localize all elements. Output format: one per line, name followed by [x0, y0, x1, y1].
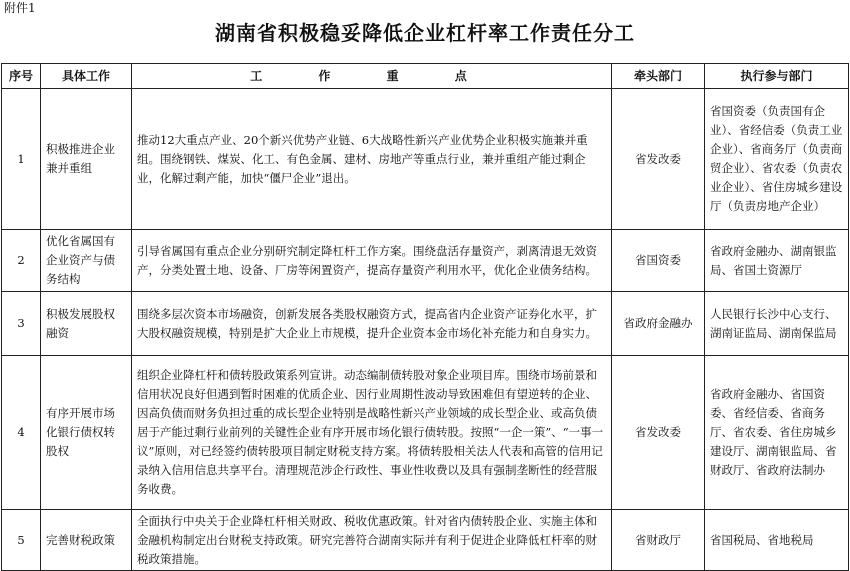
header-participants: 执行参与部门	[705, 64, 849, 89]
header-lead: 牵头部门	[612, 64, 705, 89]
row-focus: 引导省属国有重点企业分别研究制定降杠杆工作方案。围绕盘活存量资产，剥离清退无效资产，分类处置土地、设备、厂房等闲置资产，提高存量资产利用水平，优化企业债务结构。	[132, 230, 612, 292]
row-focus: 全面执行中央关于企业降杠杆相关财政、税收优惠政策。针对省内债转股企业、实施主体和金融机构制定出台财税支持政策。研究完善符合湖南实际并有利于促进企业降低杠杆率的财税政策措施。	[132, 510, 612, 571]
header-focus: 工 作 重 点	[132, 64, 612, 89]
row-index: 5	[2, 510, 41, 571]
header-index: 序号	[2, 64, 41, 89]
row-participants: 省政府金融办、省国资委、省经信委、省商务厅、省农委、省住房城乡建设厅、湖南银监局、省财政厅、省政府法制办	[705, 356, 849, 510]
row-task: 有序开展市场化银行债权转股权	[41, 356, 132, 510]
row-task: 完善财税政策	[41, 510, 132, 571]
row-index: 4	[2, 356, 41, 510]
responsibility-table	[1, 63, 849, 571]
row-focus: 围绕多层次资本市场融资，创新发展各类股权融资方式，提高省内企业资产证券化水平，扩大股权融资规模，特别是扩大企业上市规模，提升企业资本金市场化补充能力和自身实力。	[132, 292, 612, 356]
row-lead: 省财政厅	[612, 510, 705, 571]
row-participants: 省政府金融办、湖南银监局、省国土资源厅	[705, 230, 849, 292]
row-focus: 组织企业降杠杆和债转股政策系列宣讲。动态编制债转股对象企业项目库。围绕市场前景和信用状况良好但遇到暂时困难的优质企业、因行业周期性波动导致困难但有望逆转的企业、因高负债而财务负担过重的成长型企业特别是战略性新兴产业领域的成长型企业、或高负债居于产能过剩行业前列的关键性企业有序开展市场化银行债转股。按照“一企一策”、“一事一议”原则，对已经签约债转股项目制定财税支持方案。将债转股相关法人代表和高管的信用记录纳入信用信息共享平台。清理规范涉企行政性、事业性收费以及具有强制垄断性的经营服务收费。	[132, 356, 612, 510]
table-row	[2, 356, 849, 510]
row-participants: 人民银行长沙中心支行、湖南证监局、湖南保监局	[705, 292, 849, 356]
table-row	[2, 510, 849, 571]
row-index: 2	[2, 230, 41, 292]
row-task: 积极推进企业兼并重组	[41, 89, 132, 230]
table-row	[2, 230, 849, 292]
row-participants: 省国税局、省地税局	[705, 510, 849, 571]
header-task: 具体工作	[41, 64, 132, 89]
row-lead: 省国资委	[612, 230, 705, 292]
row-lead: 省政府金融办	[612, 292, 705, 356]
row-index: 3	[2, 292, 41, 356]
row-lead: 省发改委	[612, 356, 705, 510]
table-row	[2, 292, 849, 356]
attachment-label: 附件1	[4, 1, 36, 15]
row-task: 积极发展股权融资	[41, 292, 132, 356]
table-header-row	[2, 64, 849, 89]
row-lead: 省发改委	[612, 89, 705, 230]
row-participants: 省国资委（负责国有企业）、省经信委（负责工业企业）、省商务厅（负责商贸企业）、省农委（负责农业企业）、省住房城乡建设厅（负责房地产企业）	[705, 89, 849, 230]
row-focus: 推动12大重点产业、20个新兴优势产业链、6大战略性新兴产业优势企业积极实施兼并重组。围绕钢铁、煤炭、化工、有色金属、建材、房地产等重点行业，兼并重组产能过剩企业，化解过剩产能，加快“僵尸企业”退出。	[132, 89, 612, 230]
row-index: 1	[2, 89, 41, 230]
document-title: 湖南省积极稳妥降低企业杠杆率工作责任分工	[215, 21, 635, 45]
row-task: 优化省属国有企业资产与债务结构	[41, 230, 132, 292]
table-row	[2, 89, 849, 230]
